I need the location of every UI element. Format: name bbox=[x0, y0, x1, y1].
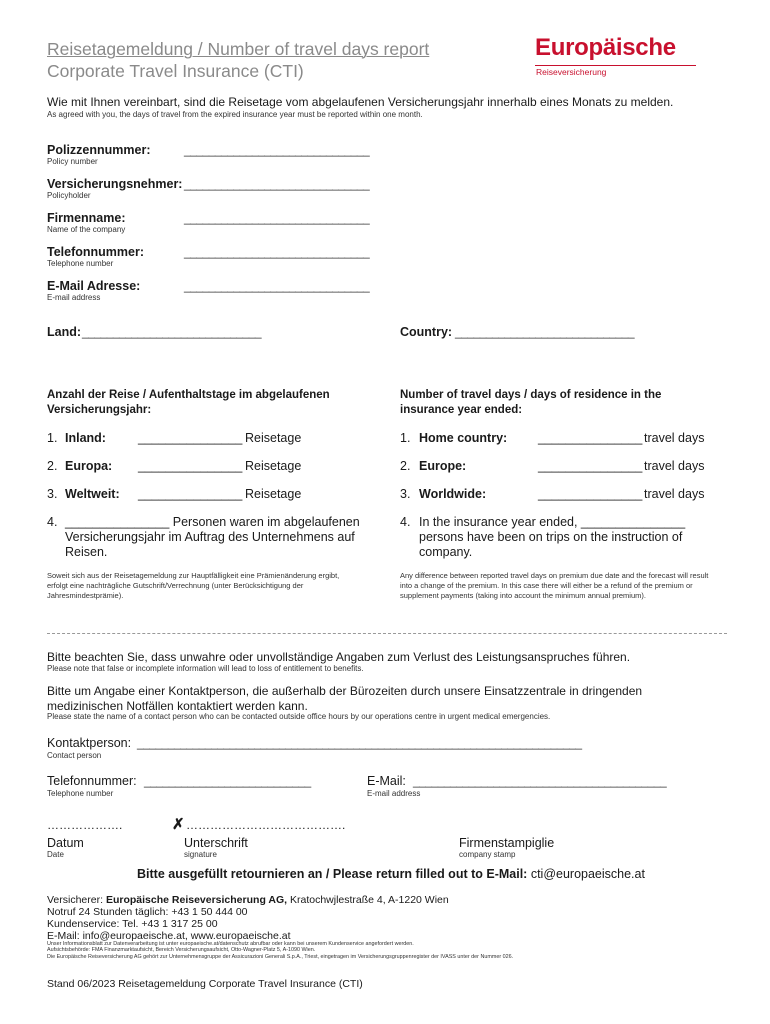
contact-phone-sublabel: Telephone number bbox=[47, 789, 114, 798]
insurer-prefix: Versicherer: bbox=[47, 894, 106, 906]
row-label: Inland: bbox=[65, 431, 106, 445]
telephone-input[interactable]: ______________________________ bbox=[184, 245, 370, 259]
page-title: Reisetagemeldung / Number of travel days report bbox=[47, 39, 430, 59]
field-sublabel: Policyholder bbox=[47, 191, 91, 200]
field-label: Firmenname: bbox=[47, 211, 126, 225]
footer-contact[interactable]: E-Mail: info@europaeische.at, www.europaeische.at bbox=[47, 930, 291, 942]
policyholder-input[interactable]: ______________________________ bbox=[184, 177, 370, 191]
policy-number-input[interactable]: ______________________________ bbox=[184, 143, 370, 157]
row-unit: travel days bbox=[644, 487, 705, 501]
row-label: Europa: bbox=[65, 459, 113, 473]
contact-email-sublabel: E-mail address bbox=[367, 789, 421, 798]
contact-person-label: Kontaktperson: bbox=[47, 736, 132, 750]
contact-email-input[interactable]: _________________________________________ bbox=[413, 774, 667, 788]
contact-person-input[interactable]: ________________________________________________________________________ bbox=[137, 736, 582, 750]
row-unit: Reisetage bbox=[245, 487, 302, 501]
contact-request-de: Bitte um Angabe einer Kontaktperson, die außerhalb der Bürozeiten durch unsere Einsatzzentrale in dringenden medizinischen Notfällen kontaktiert werden kann. bbox=[47, 684, 643, 713]
company-name-input[interactable]: ______________________________ bbox=[184, 211, 370, 225]
land-input[interactable]: _____________________________ bbox=[82, 325, 262, 339]
return-instruction bbox=[137, 867, 645, 881]
german-item4-text[interactable]: _______________ Personen waren im abgelaufenen Versicherungsjahr im Auftrag des Unternehmens auf Reisen. bbox=[65, 515, 360, 559]
german-section-heading: Anzahl der Reise / Aufenthaltstage im abgelaufenen Versicherungsjahr: bbox=[47, 389, 330, 416]
contact-phone-label: Telefonnummer: bbox=[47, 774, 137, 788]
german-row-inland[interactable] bbox=[47, 431, 57, 445]
inland-days-input[interactable]: _______________ bbox=[138, 431, 243, 445]
row-number: 3. bbox=[400, 487, 411, 501]
german-premium-note: Soweit sich aus der Reisetagemeldung zur Hauptfälligkeit eine Prämienänderung ergibt, erfolgt eine nachträgliche Gutschrift/Verrechnung (unter Berücksichtigung der Jahresmindestprämie). bbox=[47, 571, 340, 600]
english-premium-note: Any difference between reported travel days on premium due date and the forecast will result into a change of the premium. In this case there will either be a refund of the premium or supplement payments (taking into account the minimum annual premium). bbox=[400, 571, 709, 600]
insurer-name: Europäische Reiseversicherung AG, bbox=[105, 894, 288, 906]
worldwide-days-input[interactable]: _______________ bbox=[538, 487, 643, 501]
row-label: Worldwide: bbox=[419, 487, 487, 501]
footer-small-privacy: Unser Informationsblatt zur Datenverarbeitung ist unter europaeische.at/datenschutz abrufbar oder kann bei unserem Kundenservice angefordert werden. bbox=[47, 941, 414, 947]
signature-label: Unterschrift bbox=[184, 836, 248, 850]
country-label: Country: bbox=[400, 325, 453, 339]
row-number: 2. bbox=[400, 459, 411, 473]
row-unit: travel days bbox=[644, 459, 705, 473]
weltweit-days-input[interactable]: _______________ bbox=[138, 487, 243, 501]
country-input[interactable]: _____________________________ bbox=[455, 325, 635, 339]
notice-en: Please note that false or incomplete information will lead to loss of entitlement to benefits. bbox=[47, 664, 364, 673]
field-sublabel: Telephone number bbox=[47, 259, 114, 268]
field-label: Versicherungsnehmer: bbox=[47, 177, 183, 191]
row-unit: Reisetage bbox=[245, 459, 302, 473]
row-number: 1. bbox=[400, 431, 411, 445]
field-label: Telefonnummer: bbox=[47, 245, 144, 259]
logo-wordmark: Europäische bbox=[535, 34, 676, 61]
row-number: 3. bbox=[47, 487, 58, 501]
field-sublabel: Policy number bbox=[47, 157, 98, 166]
return-label: Bitte ausgefüllt retournieren an / Please return filled out to E-Mail: bbox=[137, 867, 528, 881]
document-version: Stand 06/2023 Reisetagemeldung Corporate Travel Insurance (CTI) bbox=[47, 978, 363, 990]
row-label: Weltweit: bbox=[65, 487, 120, 501]
notice-de: Bitte beachten Sie, dass unwahre oder unvollständige Angaben zum Verlust des Leistungsanspruches führen. bbox=[47, 650, 631, 664]
intro-de: Wie mit Ihnen vereinbart, sind die Reisetage vom abgelaufenen Versicherungsjahr innerhalb eines Monats zu melden. bbox=[47, 95, 674, 109]
section-divider bbox=[47, 633, 727, 634]
europa-days-input[interactable]: _______________ bbox=[138, 459, 243, 473]
footer-small-authority: Aufsichtsbehörde: FMA Finanzmarktaufsicht, Bereich Versicherungsaufsicht, Otto-Wagner-Platz 5, A-1090 Wien. bbox=[47, 947, 316, 953]
row-unit: travel days bbox=[644, 431, 705, 445]
logo-tagline: Reiseversicherung bbox=[536, 67, 607, 77]
return-email-link[interactable]: cti@europaeische.at bbox=[527, 867, 645, 881]
german-item4-number: 4. bbox=[47, 515, 58, 529]
german-row-europa[interactable] bbox=[47, 459, 57, 473]
field-label: E-Mail Adresse: bbox=[47, 279, 141, 293]
date-input[interactable]: ………………. bbox=[47, 818, 123, 832]
date-sublabel: Date bbox=[47, 850, 64, 859]
field-sublabel: Name of the company bbox=[47, 225, 126, 234]
company-logo bbox=[535, 34, 725, 78]
footer-small-group: Die Europäische Reiseversicherung AG gehört zur Unternehmensgruppe der Assicurazioni Generali S.p.A., Triest, eingetragen im Versicherungsgruppenregister der IVASS unter der Nummer 026. bbox=[47, 954, 514, 960]
page-subtitle: Corporate Travel Insurance (CTI) bbox=[47, 61, 304, 81]
row-label: Europe: bbox=[419, 459, 467, 473]
land-label: Land: bbox=[47, 325, 82, 339]
row-number: 1. bbox=[47, 431, 58, 445]
contact-person-sublabel: Contact person bbox=[47, 751, 102, 760]
contact-request-en: Please state the name of a contact person who can be contacted outside office hours by our operations centre in urgent medical emergencies. bbox=[47, 712, 551, 721]
english-item4-number: 4. bbox=[400, 515, 411, 529]
footer-customer-service: Kundenservice: Tel. +43 1 317 25 00 bbox=[47, 918, 218, 930]
english-section-heading: Number of travel days / days of residence in the insurance year ended: bbox=[400, 389, 662, 416]
english-item4-text[interactable]: In the insurance year ended, _______________ persons have been on trips on the instruction of company. bbox=[419, 515, 686, 559]
footer-emergency: Notruf 24 Stunden täglich: +43 1 50 444 00 bbox=[47, 906, 248, 918]
row-unit: Reisetage bbox=[245, 431, 302, 445]
contact-phone-input[interactable]: ___________________________ bbox=[144, 774, 311, 788]
row-label: Home country: bbox=[419, 431, 508, 445]
field-label: Polizzennummer: bbox=[47, 143, 151, 157]
stamp-label: Firmenstampiglie bbox=[459, 836, 555, 850]
insurer-address: Kratochwjlestraße 4, A-1220 Wien bbox=[287, 894, 449, 906]
logo-rule bbox=[535, 65, 696, 66]
footer-insurer bbox=[47, 894, 449, 906]
stamp-sublabel: company stamp bbox=[459, 850, 516, 859]
german-row-weltweit[interactable] bbox=[47, 487, 57, 501]
contact-email-label: E-Mail: bbox=[367, 774, 406, 788]
europe-days-input[interactable]: _______________ bbox=[538, 459, 643, 473]
email-input[interactable]: ______________________________ bbox=[184, 279, 370, 293]
date-label: Datum bbox=[47, 836, 84, 850]
field-sublabel: E-mail address bbox=[47, 293, 101, 302]
signature-input[interactable]: …………………………………. bbox=[186, 818, 346, 832]
home-country-days-input[interactable]: _______________ bbox=[538, 431, 643, 445]
row-number: 2. bbox=[47, 459, 58, 473]
sign-here-icon: ✗ bbox=[172, 816, 185, 833]
signature-sublabel: signature bbox=[184, 850, 217, 859]
intro-en: As agreed with you, the days of travel from the expired insurance year must be reported within one month. bbox=[47, 110, 423, 119]
